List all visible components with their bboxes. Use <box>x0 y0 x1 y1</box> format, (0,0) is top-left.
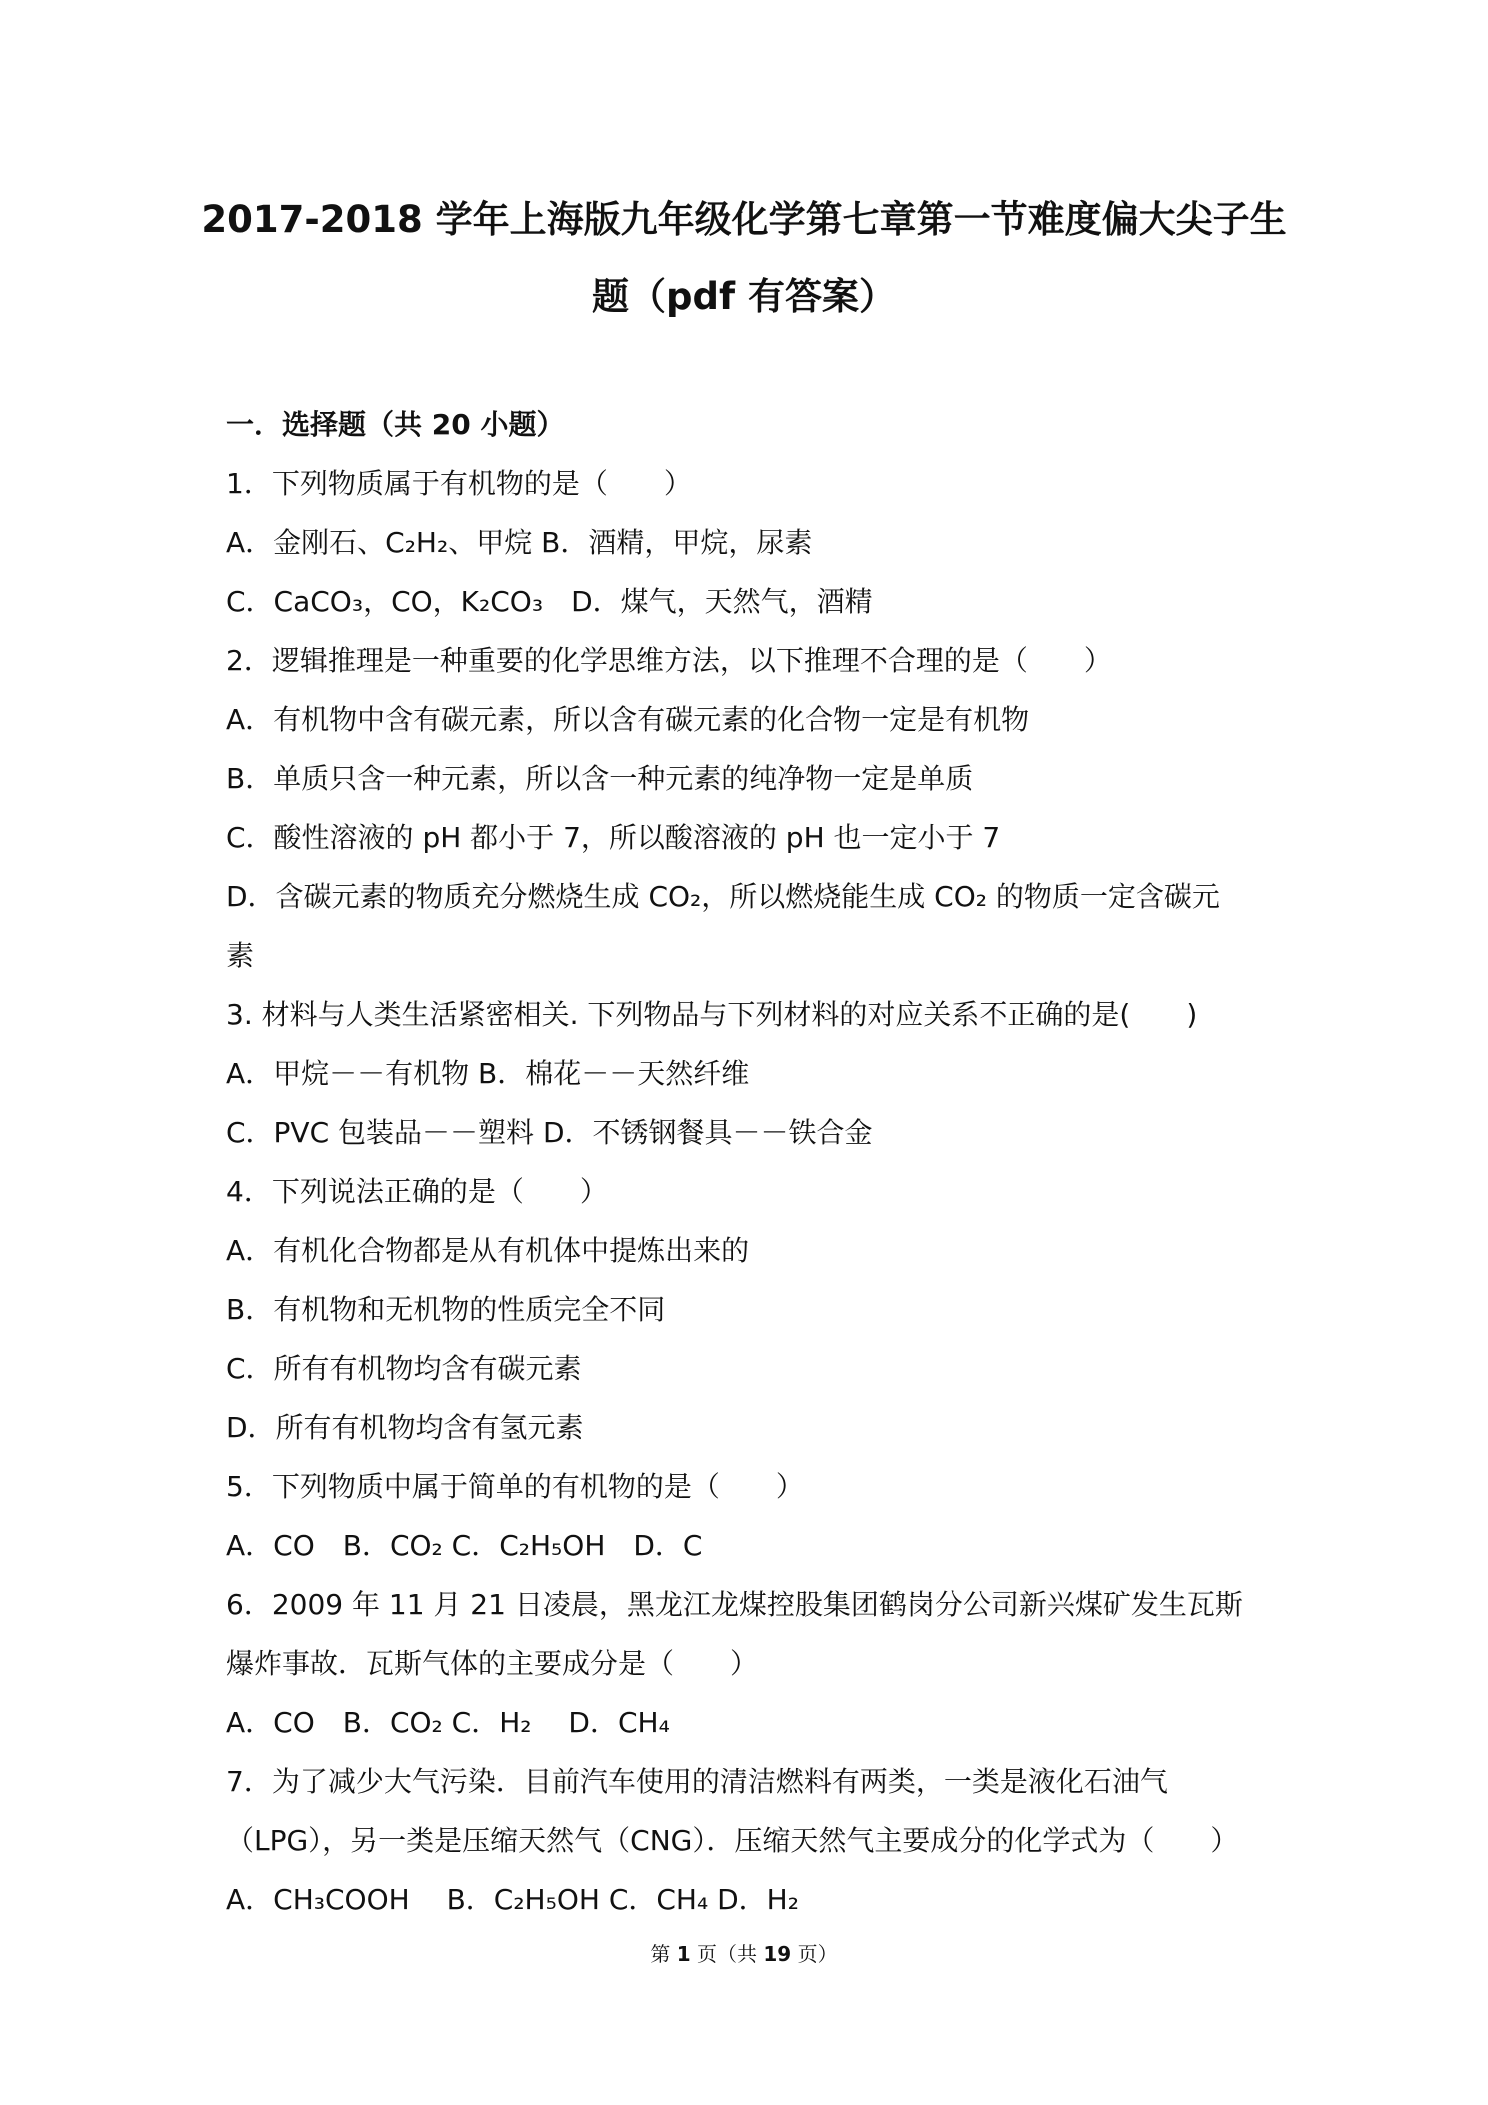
question-4-option-a: A．有机化合物都是从有机体中提炼出来的 <box>226 1234 750 1267</box>
question-5-stem: 5．下列物质中属于简单的有机物的是（ ） <box>226 1470 804 1503</box>
question-2-option-b: B．单质只含一种元素，所以含一种元素的纯净物一定是单质 <box>226 762 974 795</box>
document-title-line-2: 题（pdf 有答案） <box>592 275 896 318</box>
question-4-option-b: B．有机物和无机物的性质完全不同 <box>226 1293 666 1326</box>
question-3-options-ab: A．甲烷－－有机物 B．棉花－－天然纤维 <box>226 1057 750 1090</box>
question-7-stem: 7．为了减少大气污染．目前汽车使用的清洁燃料有两类，一类是液化石油气 <box>226 1765 1168 1798</box>
question-4-stem: 4．下列说法正确的是（ ） <box>226 1175 608 1208</box>
question-1-options-ab: A．金刚石、C₂H₂、甲烷 B．酒精，甲烷，尿素 <box>226 526 813 559</box>
question-2-option-c: C．酸性溶液的 pH 都小于 7，所以酸溶液的 pH 也一定小于 7 <box>226 821 1001 854</box>
question-6-stem-continued: 爆炸事故．瓦斯气体的主要成分是（ ） <box>226 1647 759 1680</box>
current-page-number: 1 <box>676 1942 691 1966</box>
question-4-option-d: D．所有有机物均含有氢元素 <box>226 1411 584 1444</box>
question-6-stem: 6．2009 年 11 月 21 日凌晨，黑龙江龙煤控股集团鹤岗分公司新兴煤矿发生瓦斯 <box>226 1588 1243 1621</box>
question-7-stem-continued: （LPG），另一类是压缩天然气（CNG）．压缩天然气主要成分的化学式为（ ） <box>226 1824 1239 1857</box>
question-1-stem: 1．下列物质属于有机物的是（ ） <box>226 467 692 500</box>
question-3-stem: 3. 材料与人类生活紧密相关. 下列物品与下列材料的对应关系不正确的是( ) <box>226 998 1198 1031</box>
section-heading: 一．选择题（共 20 小题） <box>226 408 565 441</box>
question-4-option-c: C．所有有机物均含有碳元素 <box>226 1352 582 1385</box>
question-2-option-d: D．含碳元素的物质充分燃烧生成 CO₂，所以燃烧能生成 CO₂ 的物质一定含碳元 <box>226 880 1220 913</box>
question-2-option-a: A．有机物中含有碳元素，所以含有碳元素的化合物一定是有机物 <box>226 703 1030 736</box>
page-footer <box>0 1938 1488 1967</box>
question-5-options: A．CO B．CO₂ C．C₂H₅OH D．C <box>226 1529 703 1562</box>
footer-suffix: 页） <box>791 1942 838 1966</box>
question-2-option-d-continued: 素 <box>226 939 255 972</box>
footer-middle: 页（共 <box>690 1942 764 1966</box>
question-1-options-cd: C．CaCO₃，CO，K₂CO₃ D．煤气，天然气，酒精 <box>226 585 873 618</box>
document-title-line-1: 2017-2018 学年上海版九年级化学第七章第一节难度偏大尖子生 <box>201 198 1287 241</box>
question-3-options-cd: C．PVC 包装品－－塑料 D．不锈钢餐具－－铁合金 <box>226 1116 873 1149</box>
question-6-options: A．CO B．CO₂ C．H₂ D．CH₄ <box>226 1706 670 1739</box>
question-2-stem: 2．逻辑推理是一种重要的化学思维方法，以下推理不合理的是（ ） <box>226 644 1112 677</box>
question-7-options: A．CH₃COOH B．C₂H₅OH C．CH₄ D．H₂ <box>226 1883 799 1916</box>
footer-prefix: 第 <box>650 1942 677 1966</box>
total-page-count: 19 <box>763 1942 792 1966</box>
